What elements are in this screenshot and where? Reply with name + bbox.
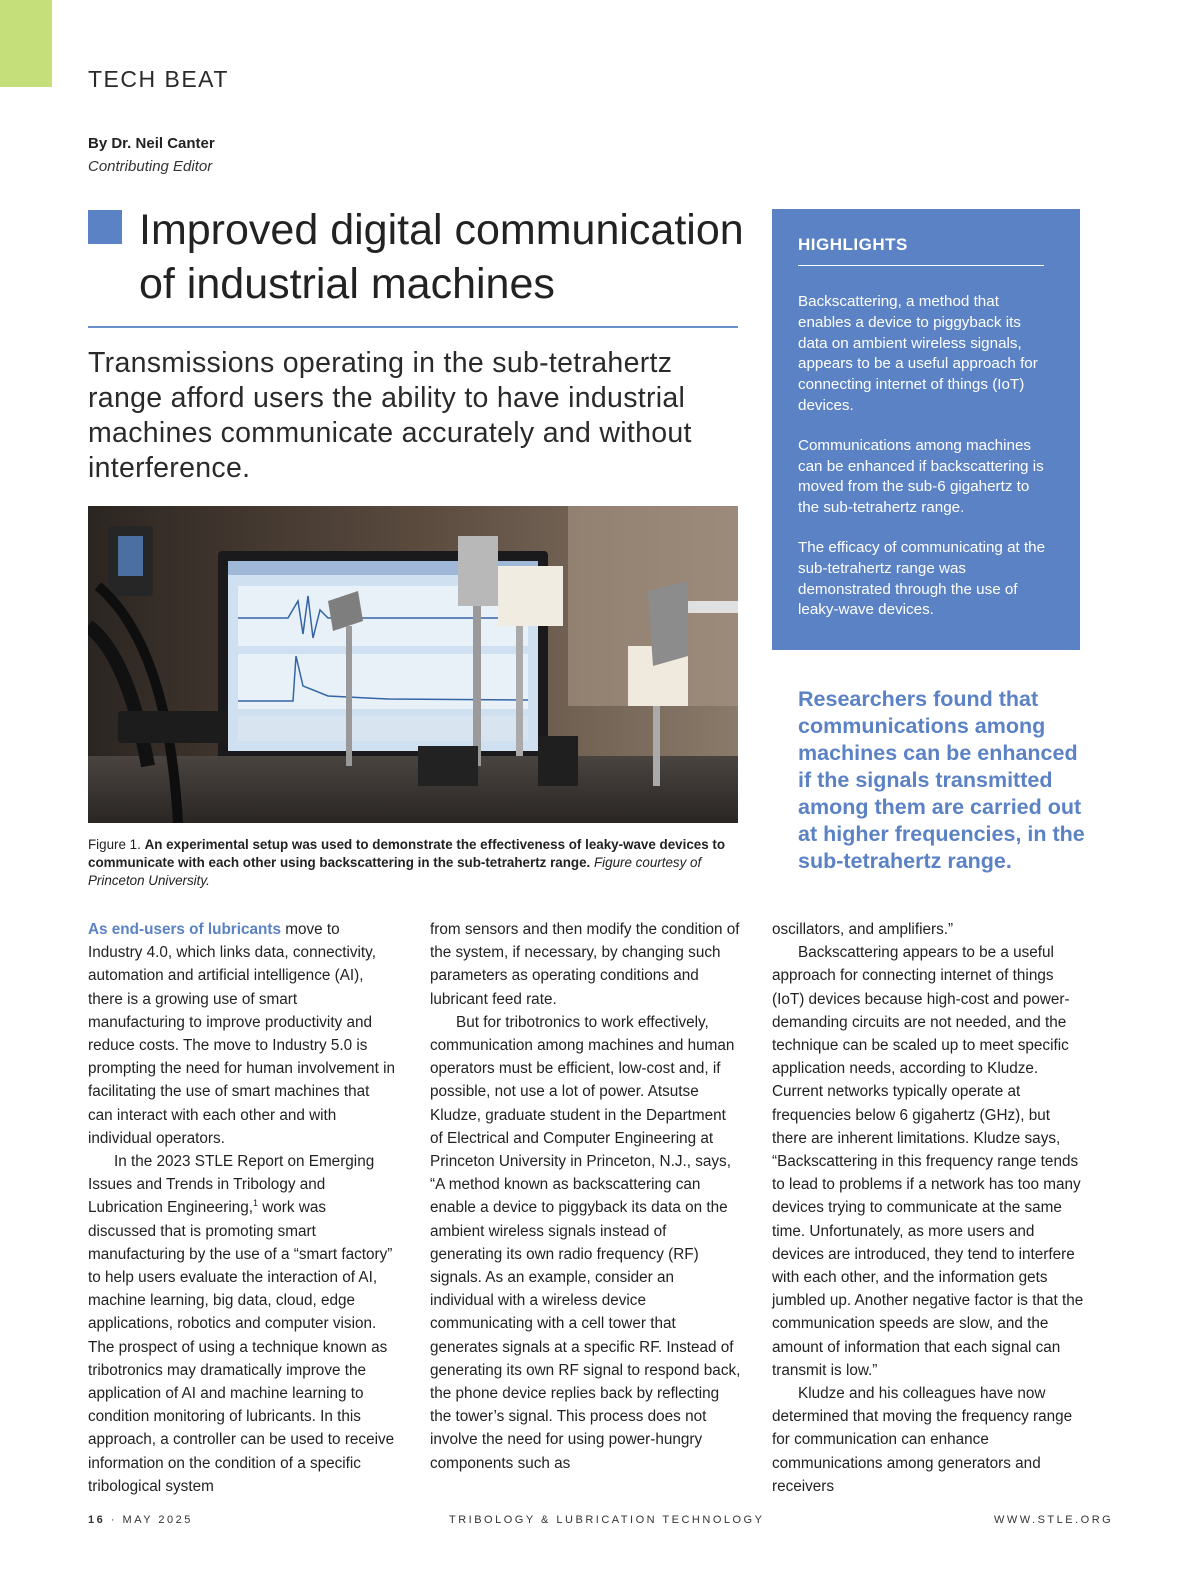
figure-label: Figure 1. [88,837,141,852]
body-text: move to Industry 4.0, which links data, connectivity, automation and artificial intelligence (AI), there is a growing use of smart manufacturing to improve productivity and reduce costs. The move to Industry 5.0 is prompting the need for human involvement in facilitating the use of smart machines that can interact with each other and with individual operators. [88,921,395,1147]
figure-caption-bold: An experimental setup was used to demonstrate the effectiveness of leaky-wave devices to communicate with each other using backscattering in the sub-tetrahertz range. [88,837,726,870]
highlights-heading: HIGHLIGHTS [798,235,1044,266]
article-deck: Transmissions operating in the sub-tetrahertz range afford users the ability to have industrial machines communicate accurately and without interference. [88,347,692,484]
footer-separator: · [110,1514,117,1526]
body-paragraph [88,918,396,1150]
body-text: In the 2023 STLE Report on Emerging Issues and Trends in Tribology and Lubrication Engineering, [88,1153,375,1217]
issue-date: MAY 2025 [122,1514,193,1526]
title-marker-square [88,210,122,244]
body-paragraph [88,1150,396,1498]
publication-name: TRIBOLOGY & LUBRICATION TECHNOLOGY [449,1514,765,1526]
body-text: work was discussed that is promoting smart manufacturing by the use of a “smart factory” to help users evaluate the interaction of AI, machine learning, big data, cloud, edge applications, robotics and computer vision. The prospect of using a technique known as tribotronics may dramatically improve the application of AI and machine learning to condition monitoring of lubricants. In this approach, a controller can be used to receive information on the condition of a specific tribological system [88,1199,395,1495]
body-paragraph: from sensors and then modify the condition of the system, if necessary, by changing such parameters as operating conditions and lubricant feed rate. [430,921,740,1008]
author-byline: By Dr. Neil Canter [88,135,215,152]
highlight-item: Communications among machines can be enhanced if backscattering is moved from the sub-6 gigahertz to the sub-tetrahertz range. [798,436,1044,517]
body-paragraph: oscillators, and amplifiers.” [772,921,954,938]
page-number: 16 [88,1514,106,1526]
author-role: Contributing Editor [88,158,213,175]
pull-quote: Researchers found that communications among machines can be enhanced if the signals transmitted among them are carried out at higher frequencies, in the sub-tetrahertz range. [798,687,1085,873]
body-column-3 [772,918,1084,1498]
section-label: TECH BEAT [88,66,229,92]
highlights-list [798,292,1054,621]
body-paragraph: But for tribotronics to work effectively, communication among machines and human operators must be efficient, low-cost and, if possible, not use a lot of power. Atsutse Kludze, graduate student in the Department of Electrical and Computer Engineering at Princeton University in Princeton, N.J., says, “A method known as backscattering can enable a device to piggyback its data on the ambient wireless signals instead of generating its own radio frequency (RF) signals. As an example, consider an individual with a wireless device communicating with a cell tower that generates signals at a specific RF. Instead of generating its own RF signal to respond back, the phone device replies back by reflecting the tower’s signal. This process does not involve the need for using power-hungry components such as [430,1013,741,1472]
footnote-reference: 1 [252,1198,258,1209]
footer-page-info [88,1514,193,1526]
body-column-2 [430,918,742,1475]
section-color-tab [0,0,52,87]
highlights-box [772,209,1080,650]
body-column-1 [88,918,396,1498]
article-title: Improved digital communication of industrial machines [139,206,744,308]
highlight-item: Backscattering, a method that enables a device to piggyback its data on ambient wireless signals, appears to be a useful approach for connecting internet of things (IoT) devices. [798,293,1038,414]
website-link[interactable]: WWW.STLE.ORG [994,1514,1114,1526]
title-divider [88,326,738,328]
body-paragraph: Kludze and his colleagues have now determined that moving the frequency range for communication can enhance communications among generators and receivers [772,1385,1073,1495]
highlight-item: The efficacy of communicating at the sub-tetrahertz range was demonstrated through the use of leaky-wave devices. [798,538,1046,619]
body-paragraph: Backscattering appears to be a useful approach for connecting internet of things (IoT) devices because high-cost and power-demanding circuits are not needed, and the technique can be scaled up to meet specific application needs, according to Kludze. Current networks typically operate at frequencies below 6 gigahertz (GHz), but there are inherent limitations. Kludze says, “Backscattering in this frequency range tends to lead to problems if a network has too many devices trying to communicate at the same time. Unfortunately, as more users and devices are introduced, they tend to interfere with each other, and the information gets jumbled up. Another negative factor is that the communication speeds are slow, and the amount of information that each signal can transmit is low.” [772,944,1084,1379]
lead-in: As end-users of lubricants [88,921,281,938]
figure-caption [88,836,738,890]
figure-1-photo [88,506,738,823]
figure-credit: Figure courtesy of Princeton University. [88,855,702,888]
